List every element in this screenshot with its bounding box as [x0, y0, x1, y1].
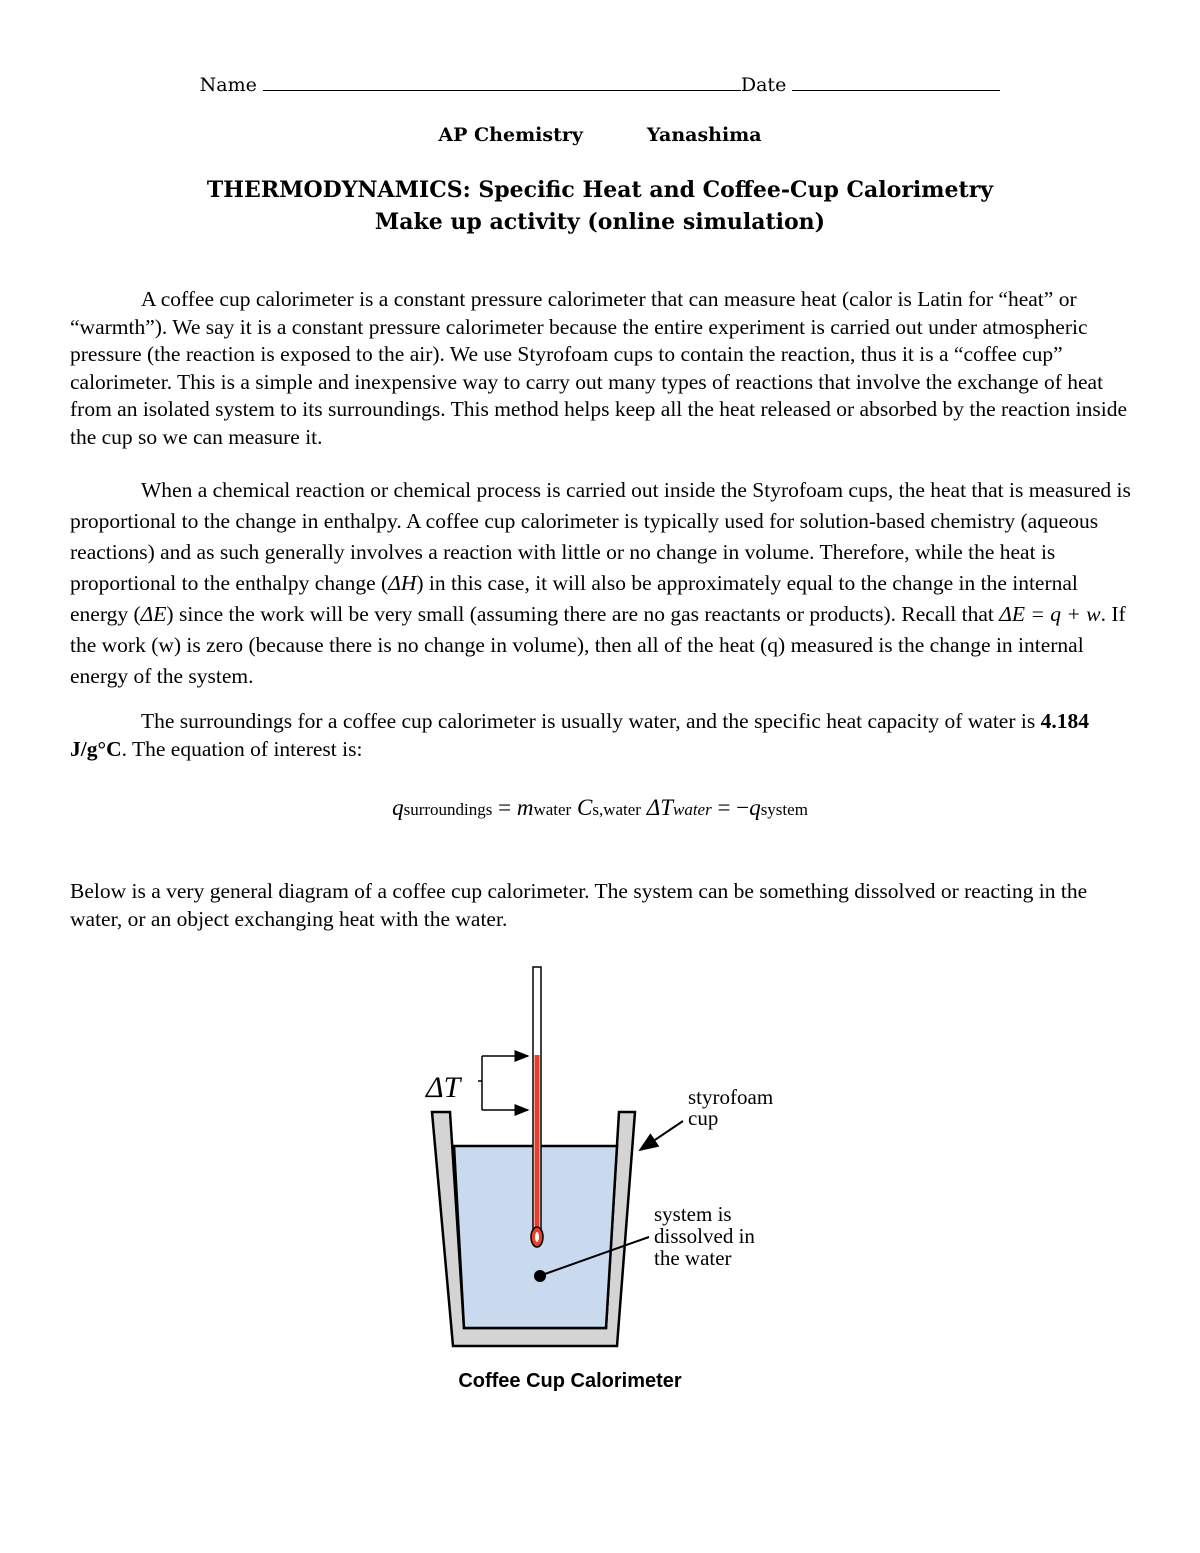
delta-t-label: ΔT: [426, 1071, 461, 1104]
title-line-1: THERMODYNAMICS: Specific Heat and Coffee-Cup Calorimetry: [206, 177, 994, 203]
enthalpy-text-c: ) since the work will be very small (assuming there are no gas reactants or products). Recall that: [166, 602, 1000, 626]
cup-label-line-1: styrofoam: [688, 1085, 774, 1109]
intro-paragraph: A coffee cup calorimeter is a constant pressure calorimeter that can measure heat (calor is Latin for “heat” or “warmth”). We say it is a constant pressure calorimeter because the entire experiment is carried out under atmospheric pressure (the reaction is exposed to the air). We use Styrofoam cups to contain the reaction, thus it is a “coffee cup” calorimeter. This is a simple and inexpensive way to carry out many types of reactions that involve the exchange of heat from an isolated system to its surroundings. This method helps keep all the heat released or absorbed by the reaction inside the cup so we can measure it.: [70, 287, 1128, 449]
thermometer-mercury: [535, 1055, 540, 1235]
name-date-line: [0, 72, 1200, 96]
eq-q2: q: [749, 795, 761, 820]
delta-h-symbol: ΔH: [388, 571, 417, 595]
eq-q2-sub: system: [760, 800, 808, 819]
first-law-equation: ΔE = q + w: [999, 602, 1101, 626]
eq-t-sub: water: [673, 800, 712, 819]
eq-m-sub: water: [533, 800, 572, 819]
enthalpy-text-d: . If the work (w) is zero (because there is no change in volume), then all of the heat (q) measured is the change in internal energy of the system.: [70, 602, 1126, 688]
enthalpy-paragraph: [70, 475, 1132, 692]
calorimeter-diagram: [410, 962, 810, 1362]
figure-caption: Coffee Cup Calorimeter: [458, 1370, 682, 1392]
cup-label-line-2: cup: [688, 1106, 719, 1130]
specific-heat-text-b: . The equation of interest is:: [121, 736, 363, 761]
eq-c-sub: s,water: [592, 800, 641, 819]
eq-delta-t: ΔT: [646, 795, 673, 820]
name-label: Name: [199, 74, 257, 96]
specific-heat-text-a: The surroundings for a coffee cup calorimeter is usually water, and the specific heat capacity of water is: [141, 709, 1041, 733]
course-line: [0, 124, 1200, 146]
course-subject: AP Chemistry: [438, 124, 583, 146]
system-dot: [534, 1270, 546, 1282]
eq-c: C: [576, 795, 593, 820]
specific-heat-paragraph: [70, 708, 1132, 763]
title-line-2: Make up activity (online simulation): [374, 209, 826, 235]
date-field[interactable]: [792, 72, 1000, 91]
cup-pointer-arrow: [640, 1121, 683, 1150]
eq-m: m: [516, 795, 534, 820]
specific-heat-value: 4.184 J/g°C: [70, 709, 1089, 761]
eq-q-sub: surroundings: [403, 800, 493, 819]
date-label: Date: [740, 74, 787, 96]
course-teacher: Yanashima: [646, 124, 762, 146]
calorimetry-equation: [0, 795, 1200, 821]
eq-q: q: [392, 795, 404, 820]
diagram-intro-paragraph: Below is a very general diagram of a coffee cup calorimeter. The system can be something dissolved or reacting in the water, or an object exchanging heat with the water.: [70, 879, 1088, 931]
name-field[interactable]: [263, 72, 741, 91]
system-label-line-2: dissolved in: [654, 1224, 755, 1248]
eq-equals-2: = −: [711, 795, 750, 820]
enthalpy-text-b: ) in this case, it will also be approximately equal to the change in the internal energy (: [70, 571, 1078, 626]
enthalpy-text-a: When a chemical reaction or chemical process is carried out inside the Styrofoam cups, the heat that is measured is proportional to the change in enthalpy. A coffee cup calorimeter is typically used for solution-based chemistry (aqueous reactions) and as such generally involves a reaction with little or no change in volume. Therefore, while the heat is proportional to the enthalpy change (: [70, 478, 1131, 595]
page-title: [0, 174, 1200, 238]
system-label-line-3: the water: [654, 1246, 732, 1270]
system-label-line-1: system is: [654, 1202, 732, 1226]
eq-equals-1: =: [492, 795, 517, 820]
delta-e-symbol: ΔE: [140, 602, 167, 626]
bulb-highlight: [535, 1232, 539, 1242]
